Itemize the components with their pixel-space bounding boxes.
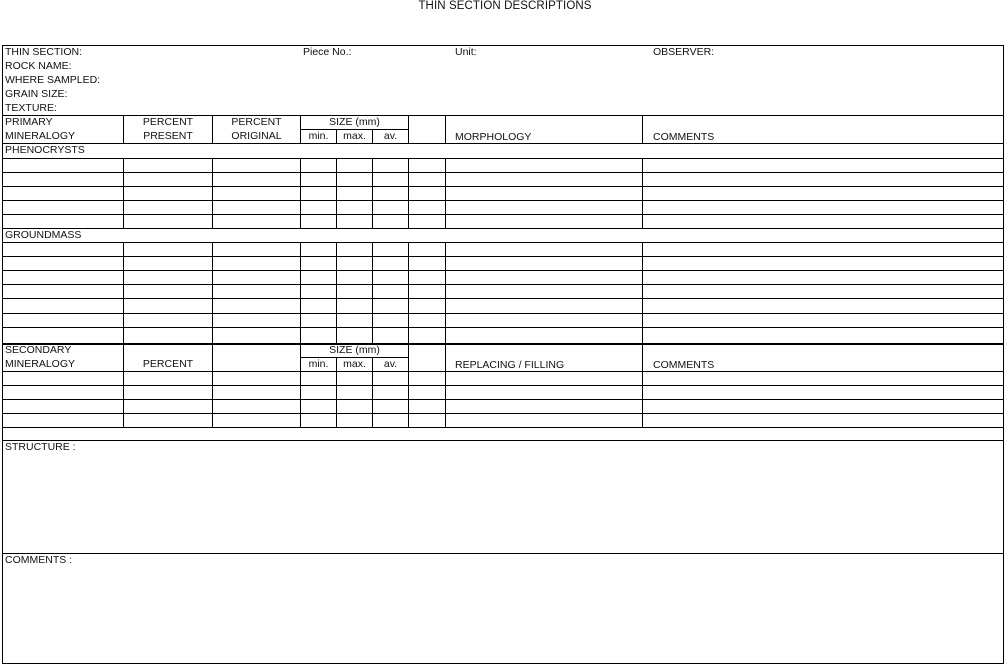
row-line bbox=[3, 284, 1003, 285]
col-line bbox=[336, 243, 337, 343]
max-label: max. bbox=[343, 130, 366, 142]
col-line bbox=[300, 159, 301, 229]
row-line bbox=[3, 228, 1003, 229]
primary-header-divider bbox=[3, 143, 1003, 144]
phenocrysts-divider bbox=[3, 158, 1003, 159]
col-line bbox=[212, 243, 213, 343]
col-line bbox=[408, 159, 409, 229]
comments-label: COMMENTS bbox=[653, 131, 715, 143]
col-line bbox=[408, 243, 409, 343]
row-line bbox=[3, 214, 1003, 215]
groundmass-divider bbox=[3, 242, 1003, 243]
row-line bbox=[3, 427, 1003, 428]
row-line bbox=[3, 200, 1003, 201]
where-sampled-label: WHERE SAMPLED: bbox=[5, 74, 101, 86]
max-label: max. bbox=[343, 358, 366, 370]
rock-name-label: ROCK NAME: bbox=[5, 60, 72, 72]
comments-label: COMMENTS bbox=[653, 359, 715, 371]
col-line bbox=[445, 243, 446, 343]
col-line bbox=[408, 345, 409, 427]
col-line bbox=[372, 159, 373, 229]
secondary-label: SECONDARY bbox=[5, 344, 72, 356]
col-line bbox=[408, 116, 409, 143]
row-line bbox=[3, 413, 1003, 414]
secondary-header-divider bbox=[3, 371, 1003, 372]
row-line bbox=[3, 298, 1003, 299]
col-line bbox=[372, 243, 373, 343]
col-line bbox=[123, 243, 124, 343]
row-line bbox=[3, 256, 1003, 257]
unit-label: Unit: bbox=[455, 46, 477, 58]
row-line bbox=[3, 186, 1003, 187]
row-line bbox=[3, 313, 1003, 314]
col-line bbox=[300, 243, 301, 343]
texture-label: TEXTURE: bbox=[5, 102, 57, 114]
row-line bbox=[3, 270, 1003, 271]
structure-divider bbox=[3, 440, 1003, 441]
original-label: ORIGINAL bbox=[231, 130, 282, 142]
percent-label: PERCENT bbox=[142, 358, 194, 370]
thin-section-form bbox=[2, 45, 1004, 664]
percent-label: PERCENT bbox=[142, 116, 194, 128]
phenocrysts-label: PHENOCRYSTS bbox=[5, 144, 85, 156]
av-label: av. bbox=[383, 130, 398, 142]
col-line bbox=[445, 159, 446, 229]
form-title: THIN SECTION DESCRIPTIONS bbox=[418, 0, 592, 12]
row-line bbox=[3, 399, 1003, 400]
col-line bbox=[212, 345, 213, 427]
secondary-divider bbox=[3, 343, 1003, 345]
col-line bbox=[642, 345, 643, 427]
observer-label: OBSERVER: bbox=[653, 46, 715, 58]
replacing-filling-label: REPLACING / FILLING bbox=[455, 359, 565, 371]
row-line bbox=[3, 172, 1003, 173]
size-label: SIZE (mm) bbox=[329, 344, 380, 356]
col-line bbox=[212, 159, 213, 229]
grain-size-label: GRAIN SIZE: bbox=[5, 88, 68, 100]
groundmass-label: GROUNDMASS bbox=[5, 229, 82, 241]
av-label: av. bbox=[383, 358, 398, 370]
min-label: min. bbox=[308, 358, 329, 370]
comments-section-label: COMMENTS : bbox=[5, 554, 73, 566]
row-line bbox=[3, 385, 1003, 386]
col-line bbox=[123, 159, 124, 229]
min-label: min. bbox=[308, 130, 329, 142]
col-line bbox=[445, 345, 446, 427]
col-line bbox=[445, 116, 446, 143]
col-line bbox=[336, 159, 337, 229]
mineralogy-label: MINERALOGY bbox=[5, 358, 76, 370]
percent-label: PERCENT bbox=[231, 116, 282, 128]
col-line bbox=[642, 243, 643, 343]
thin-section-label: THIN SECTION: bbox=[5, 46, 83, 58]
present-label: PRESENT bbox=[143, 130, 193, 142]
col-line bbox=[642, 159, 643, 229]
morphology-label: MORPHOLOGY bbox=[455, 131, 532, 143]
row-line bbox=[3, 327, 1003, 328]
mineralogy-label: MINERALOGY bbox=[5, 130, 76, 142]
comments-divider bbox=[3, 553, 1003, 554]
structure-label: STRUCTURE : bbox=[5, 441, 76, 453]
piece-no-label: Piece No.: bbox=[303, 46, 352, 58]
col-line bbox=[642, 116, 643, 143]
size-label: SIZE (mm) bbox=[329, 116, 380, 128]
primary-label: PRIMARY bbox=[5, 116, 53, 128]
